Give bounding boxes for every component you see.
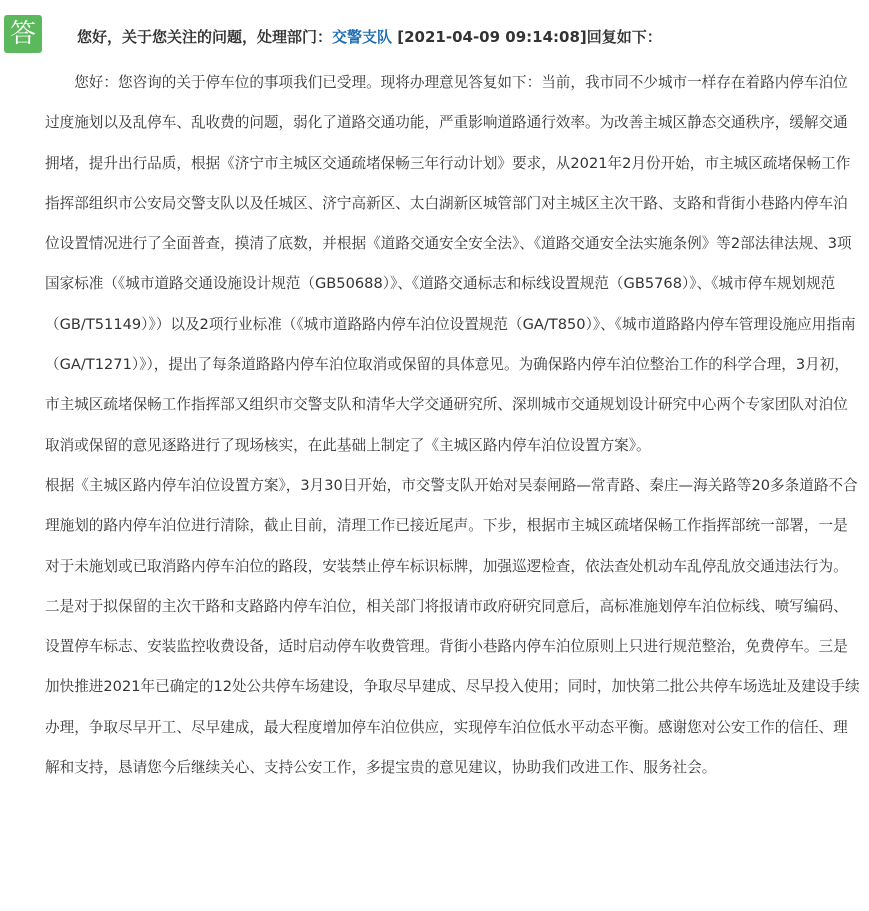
answer-badge: 答	[4, 15, 42, 53]
reply-header-prefix: 您好，关于您关注的问题，处理部门：	[77, 28, 333, 46]
department-link[interactable]: 交警支队	[332, 28, 393, 46]
reply-paragraph-2: 根据《主城区路内停车泊位设置方案》，3月30日开始，市交警支队开始对吴泰闸路—常青路、秦庄—海关路等20多条道路不合理施划的路内停车泊位进行清除，截止目前，清理工作已接近尾声。下步，根据市主城区疏堵保畅工作指挥部统一部署，一是对于未施划或已取消路内停车泊位的路段，安装禁止停车标识标牌，加强巡逻检查，依法查处机动车乱停乱放交通违法行为。二是对于拟保留的主次干路和支路路内停车泊位，相关部门将报请市政府研究同意后，高标准施划停车泊位标线、喷写编码、设置停车标志、安装监控收费设备，适时启动停车收费管理。背街小巷路内停车泊位原则上只进行规范整治，免费停车。三是加快推进2021年已确定的12处公共停车场建设，争取尽早建成、尽早投入使用；同时，加快第二批公共停车场选址及建设手续办理，争取尽早开工、尽早建成，最大程度增加停车泊位供应，实现停车泊位低水平动态平衡。感谢您对公安工作的信任、理解和支持，恳请您今后继续关心、支持公安工作，多提宝贵的意见建议，协助我们改进工作、服务社会。	[45, 476, 860, 777]
reply-header-timestamp: [2021-04-09 09:14:08]回复如下：	[392, 28, 662, 46]
reply-header	[77, 24, 662, 50]
reply-content	[45, 63, 861, 788]
reply-paragraph-1: 您好：您咨询的关于停车位的事项我们已受理。现将办理意见答复如下：当前，我市同不少城市一样存在着路内停车泊位过度施划以及乱停车、乱收费的问题，弱化了道路交通功能，严重影响道路通行效率。为改善主城区静态交通秩序，缓解交通拥堵，提升出行品质，根据《济宁市主城区交通疏堵保畅三年行动计划》要求，从2021年2月份开始，市主城区疏堵保畅工作指挥部组织市公安局交警支队以及任城区、济宁高新区、太白湖新区城管部门对主城区主次干路、支路和背街小巷路内停车泊位设置情况进行了全面普查，摸清了底数，并根据《道路交通安全安全法》、《道路交通安全法实施条例》等2部法律法规、3项国家标准（《城市道路交通设施设计规范（GB50688）》、《道路交通标志和标线设置规范（GB5768）》、《城市停车规划规范（GB/T51149）》）以及2项行业标准（《城市道路路内停车泊位设置规范（GA/T850）》、《城市道路路内停车管理设施应用指南（GA/T1271）》），提出了每条道路路内停车泊位取消或保留的具体意见。为确保路内停车泊位整治工作的科学合理，3月初，市主城区疏堵保畅工作指挥部又组织市交警支队和清华大学交通研究所、深圳城市交通规划设计研究中心两个专家团队对泊位取消或保留的意见逐路进行了现场核实，在此基础上制定了《主城区路内停车泊位设置方案》。	[45, 74, 856, 454]
